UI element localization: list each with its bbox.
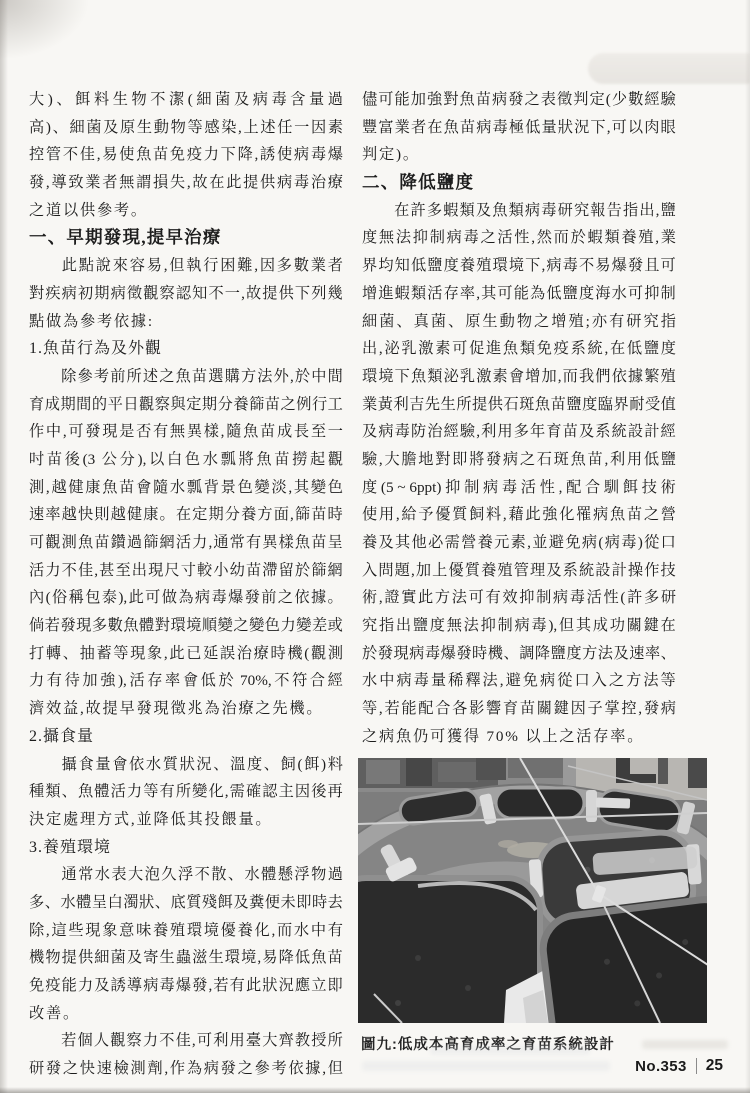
text-line: 在 許 多 蝦 類 及 魚 類 病 毒 研 究 報 告 指 出 , 鹽	[394, 201, 676, 219]
text-line: 內 ( 俗 稱 包 泰 ), 此 可 做 為 病 毒 爆 發 前 之 依 據 。	[29, 589, 343, 607]
text-line: 術 , 證 實 此 方 法 可 有 效 抑 制 病 毒 活 性 ( 許 多 研	[362, 589, 676, 607]
text-line: 點做為參考依據:	[29, 312, 154, 330]
right-text-column	[362, 86, 676, 751]
text-line: 等 , 若 能 配 合 各 影 響 育 苗 關 鍵 因 子 掌 控 , 發 病	[362, 700, 676, 718]
text-line: 之病魚仍可獲得 70% 以上之活存率。	[362, 727, 645, 745]
text-line: 養 及 其 他 必 需 營 養 元 素 , 並 避 免 病 ( 病 毒 ) 從 口	[362, 534, 676, 551]
text-line: 細 菌 、 真 菌 、 原 生 動 物 之 增 殖 ; 亦 有 研 究 指	[362, 312, 676, 330]
text-line: 判定)。	[362, 146, 420, 164]
text-line: 於 發 現 病 毒 爆 發 時 機 、 調 降 鹽 度 方 法 及 速 率 、	[362, 644, 676, 662]
text-line: 入 問 題 , 加 上 優 質 養 殖 管 理 及 系 統 設 計 操 作 技	[362, 561, 676, 579]
text-line: 通 常 水 表 大 泡 久 浮 不 散 、 水 體 懸 浮 物 過	[61, 866, 343, 884]
text-line: 種 類 、 魚 體 活 力 等 有 所 變 化 , 需 確 認 主 因 後 再	[29, 783, 343, 801]
text-line: 驗 , 大 膽 地 對 即 將 發 病 之 石 斑 魚 苗 , 利 用 低 鹽	[362, 450, 676, 468]
text-line: 除 參 考 前 所 述 之 魚 苗 選 購 方 法 外 , 於 中 間	[61, 367, 343, 385]
text-line: 機 物 提 供 細 菌 及 寄 生 蟲 滋 生 環 境 , 易 降 低 魚 苗	[29, 949, 343, 967]
text-line: 二、降低鹽度	[362, 172, 475, 193]
text-line: 度 無 法 抑 制 病 毒 之 活 性 , 然 而 於 蝦 類 養 殖 , 業	[362, 229, 676, 247]
text-line: 控 管 不 佳 , 易 使 魚 苗 免 疫 力 下 降 , 誘 使 病 毒 爆	[29, 146, 343, 164]
nursery-tank-photo-graphic	[358, 758, 707, 1023]
text-line: 水 中 病 毒 量 稀 釋 法 , 避 免 病 從 口 入 之 方 法 等	[362, 672, 676, 690]
text-line: 可 觀 測 魚 苗 鑽 過 篩 網 活 力 , 通 常 有 異 樣 魚 苗 呈	[29, 534, 343, 551]
text-line: 濟效益,故提早發現徵兆為治療之先機。	[29, 700, 324, 718]
text-line: 大 ) 、 餌 料 生 物 不 潔 ( 細 菌 及 病 毒 含 量 過	[29, 91, 343, 108]
text-line: 使 用 , 給 予 優 質 飼 料 , 藉 此 強 化 罹 病 魚 苗 之 營	[362, 506, 676, 524]
ghost-header-band	[588, 53, 750, 84]
text-line: 儘 可 能 加 強 對 魚 苗 病 發 之 表 徵 判 定 ( 少 數 經 驗	[362, 91, 676, 108]
text-line: 打 轉 、 抽 蓄 等 現 象 , 此 已 延 誤 治 療 時 機 ( 觀 測	[29, 644, 343, 662]
page-footer	[635, 1057, 723, 1075]
text-line: 活 力 不 佳 , 甚 至 出 現 尺 寸 較 小 幼 苗 滯 留 於 篩 網	[29, 561, 343, 579]
text-line: 免 疫 能 力 及 誘 導 病 毒 爆 發 , 若 有 此 狀 況 應 立 即	[29, 977, 343, 994]
left-text-column	[29, 86, 343, 1083]
text-line: 度 (5 ~ 6ppt) 抑 制 病 毒 活 性 , 配 合 馴 餌 技 術	[362, 478, 676, 496]
ghost-bleed-text	[362, 1061, 610, 1071]
scan-edge-left	[0, 0, 8, 1093]
text-line: 若 個 人 觀 察 力 不 佳 , 可 利 用 臺 大 齊 教 授 所	[61, 1032, 343, 1050]
ghost-bleed-text	[642, 1040, 728, 1049]
issue-number: No.353	[635, 1057, 687, 1075]
text-line: 豐 富 業 者 在 魚 苗 病 毒 極 低 量 狀 況 下 , 可 以 肉 眼	[362, 118, 676, 136]
figure-photo-nursery-system	[358, 758, 707, 1023]
text-line: 作 中 , 可 發 現 是 否 有 無 異 樣 , 隨 魚 苗 成 長 至 一	[29, 423, 343, 441]
scan-corner-smudge	[0, 0, 90, 60]
text-line: 力 有 待 加 強 ), 活 存 率 會 低 於 70%, 不 符 合 經	[29, 672, 343, 690]
text-line: 育 成 期 間 的 平 日 觀 察 與 定 期 分 養 篩 苗 之 例 行 工	[29, 395, 343, 413]
text-line: 及 病 毒 防 治 經 驗 , 利 用 多 年 育 苗 及 系 統 設 計 經	[362, 423, 676, 441]
text-line: 此 點 說 來 容 易 , 但 執 行 困 難 , 因 多 數 業 者	[61, 257, 343, 275]
scan-edge-right	[745, 0, 750, 1093]
text-line: 出 , 泌 乳 激 素 可 促 進 魚 類 免 疫 系 統 , 在 低 鹽 度	[362, 340, 676, 358]
text-line: 對 疾 病 初 期 病 徵 觀 察 認 知 不 一 , 故 提 供 下 列 幾	[29, 284, 343, 302]
text-line: 究 指 出 鹽 度 無 法 抑 制 病 毒 ), 但 其 成 功 關 鍵 在	[362, 617, 676, 635]
ghost-bleed-text	[430, 1046, 590, 1055]
figure-caption: 圖九:低成本高育成率之育苗系統設計	[361, 1037, 615, 1053]
text-line: 攝 食 量 會 依 水 質 狀 況 、 溫 度 、 飼 ( 餌 ) 料	[61, 755, 343, 773]
text-line: 界 均 知 低 鹽 度 養 殖 環 境 下 , 病 毒 不 易 爆 發 且 可	[362, 257, 676, 275]
text-line: 吋 苗 後 (3 公 分 ), 以 白 色 水 瓢 將 魚 苗 撈 起 觀	[29, 450, 343, 468]
text-line: 研 發 之 快 速 檢 測 劑 , 作 為 病 發 之 參 考 依 據 , 但	[29, 1060, 343, 1078]
page-number: 25	[705, 1057, 723, 1074]
text-line: 除 , 這 些 現 象 意 味 養 殖 環 境 優 養 化 , 而 水 中 有	[29, 921, 343, 939]
text-line: 測 , 越 健 康 魚 苗 會 隨 水 瓢 背 景 色 變 淡 , 其 變 色	[29, 478, 343, 496]
text-line: 決定處理方式,並降低其投餵量。	[29, 810, 273, 828]
text-line: 環 境 下 魚 類 泌 乳 激 素 會 增 加 , 而 我 們 依 據 繁 殖	[362, 367, 676, 385]
text-line: 3.養殖環境	[29, 838, 112, 856]
text-line: 倘 若 發 現 多 數 魚 體 對 環 境 順 變 之 變 色 力 變 差 或	[29, 617, 343, 635]
text-line: 速 率 越 快 則 越 健 康 。 在 定 期 分 養 方 面 , 篩 苗 時	[29, 506, 343, 524]
text-line: 發 , 導 致 業 者 無 謂 損 失 , 故 在 此 提 供 病 毒 治 療	[29, 174, 343, 192]
text-line: 高 ) 、 細 菌 及 原 生 動 物 等 感 染 , 上 述 任 一 因 素	[29, 118, 343, 136]
scan-edge-bottom	[0, 1087, 750, 1093]
text-line: 業 黃 利 吉 先 生 所 提 供 石 斑 魚 苗 鹽 度 臨 界 耐 受 值	[362, 395, 676, 413]
text-line: 1.魚苗行為及外觀	[29, 340, 163, 358]
text-line: 一、早期發現,提早治療	[29, 227, 222, 248]
text-line: 之道以供參考。	[29, 201, 148, 219]
footer-separator	[696, 1058, 697, 1074]
text-line: 增 進 蝦 類 活 存 率 , 其 可 能 為 低 鹽 度 海 水 可 抑 制	[362, 284, 676, 302]
text-line: 改善。	[29, 1004, 80, 1022]
text-line: 2.攝食量	[29, 727, 95, 745]
text-line: 多 、 水 體 呈 白 濁 狀 、 底 質 殘 餌 及 糞 便 未 即 時 去	[29, 893, 343, 911]
